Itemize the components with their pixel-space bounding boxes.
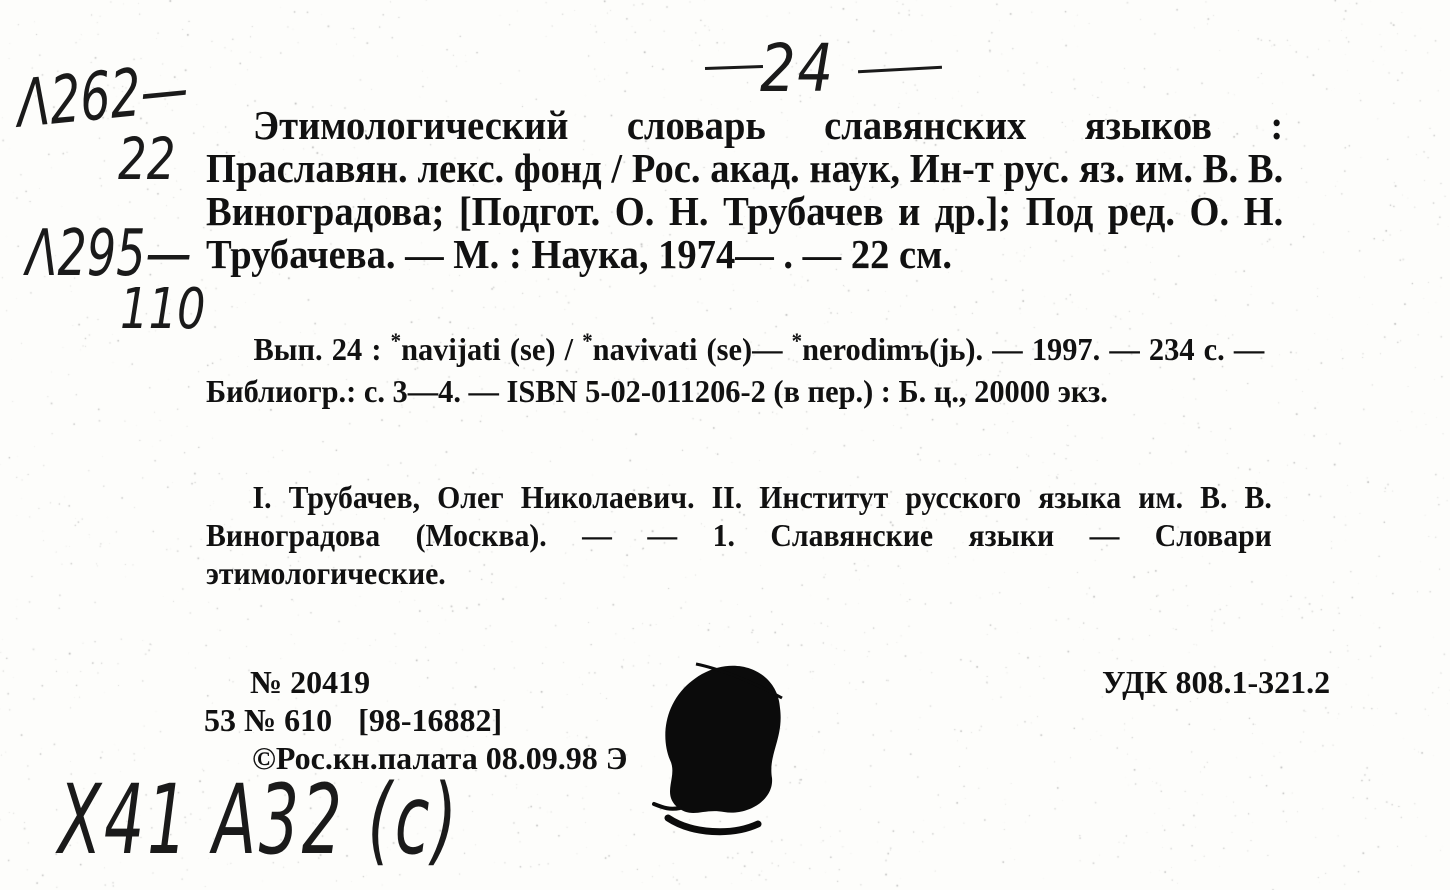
asterisk-mark: *: [791, 328, 803, 353]
registration-number-2: 53 № 610: [204, 702, 333, 738]
handwritten-shelfmark-4: 110: [120, 277, 206, 342]
asterisk-mark: *: [582, 328, 593, 353]
handwritten-call-number: X41 A32 (c): [58, 764, 460, 876]
volume-word-1: navijati (se) /: [401, 331, 583, 367]
catalog-subject-headings: I. Трубачев, Олег Николаевич. II. Институт русского языка им. В. В. Виноградова (Москва). — — 1. Славянские языки — Словари этимологические.: [206, 479, 1272, 591]
handwritten-page-number: 24: [760, 30, 835, 107]
udk-classification: УДК 808.1-321.2: [1102, 664, 1331, 700]
volume-word-3: nerodimъ(jь). — 1997. — 234 с. — Библиогр.: с. 3—4. — ISBN 5-02-011206-2 (в пер.) : Б. ц., 20000 экз.: [206, 331, 1265, 409]
registration-line-2: [204, 702, 502, 739]
catalog-main-entry: Этимологический словарь славянских языков : Праславян. лекс. фонд / Рос. акад. наук, Ин-т рус. яз. им. В. В. Виноградова; [Подгот. О. Н. Трубачев и др.]; Под ред. О. Н. Трубачева. — М. : Наука, 1974— . — 22 см.: [206, 102, 1284, 277]
registration-number: № 20419: [250, 664, 371, 700]
handwritten-shelfmark-1: Λ262—: [15, 49, 190, 143]
handwritten-shelfmark-2: 22: [118, 125, 176, 193]
asterisk-mark: *: [390, 328, 402, 353]
registration-code: [98-16882]: [358, 702, 503, 738]
ink-blot-stamp: [640, 650, 820, 840]
book-chamber-stamp-line: ©Рос.кн.палата 08.09.98 Э: [252, 740, 628, 776]
handwritten-shelfmark-3: Λ295—: [26, 217, 192, 291]
volume-word-2: navivati (se)—: [592, 331, 792, 367]
volume-prefix: Вып. 24 :: [253, 331, 391, 367]
catalog-volume-entry: [206, 330, 1264, 410]
